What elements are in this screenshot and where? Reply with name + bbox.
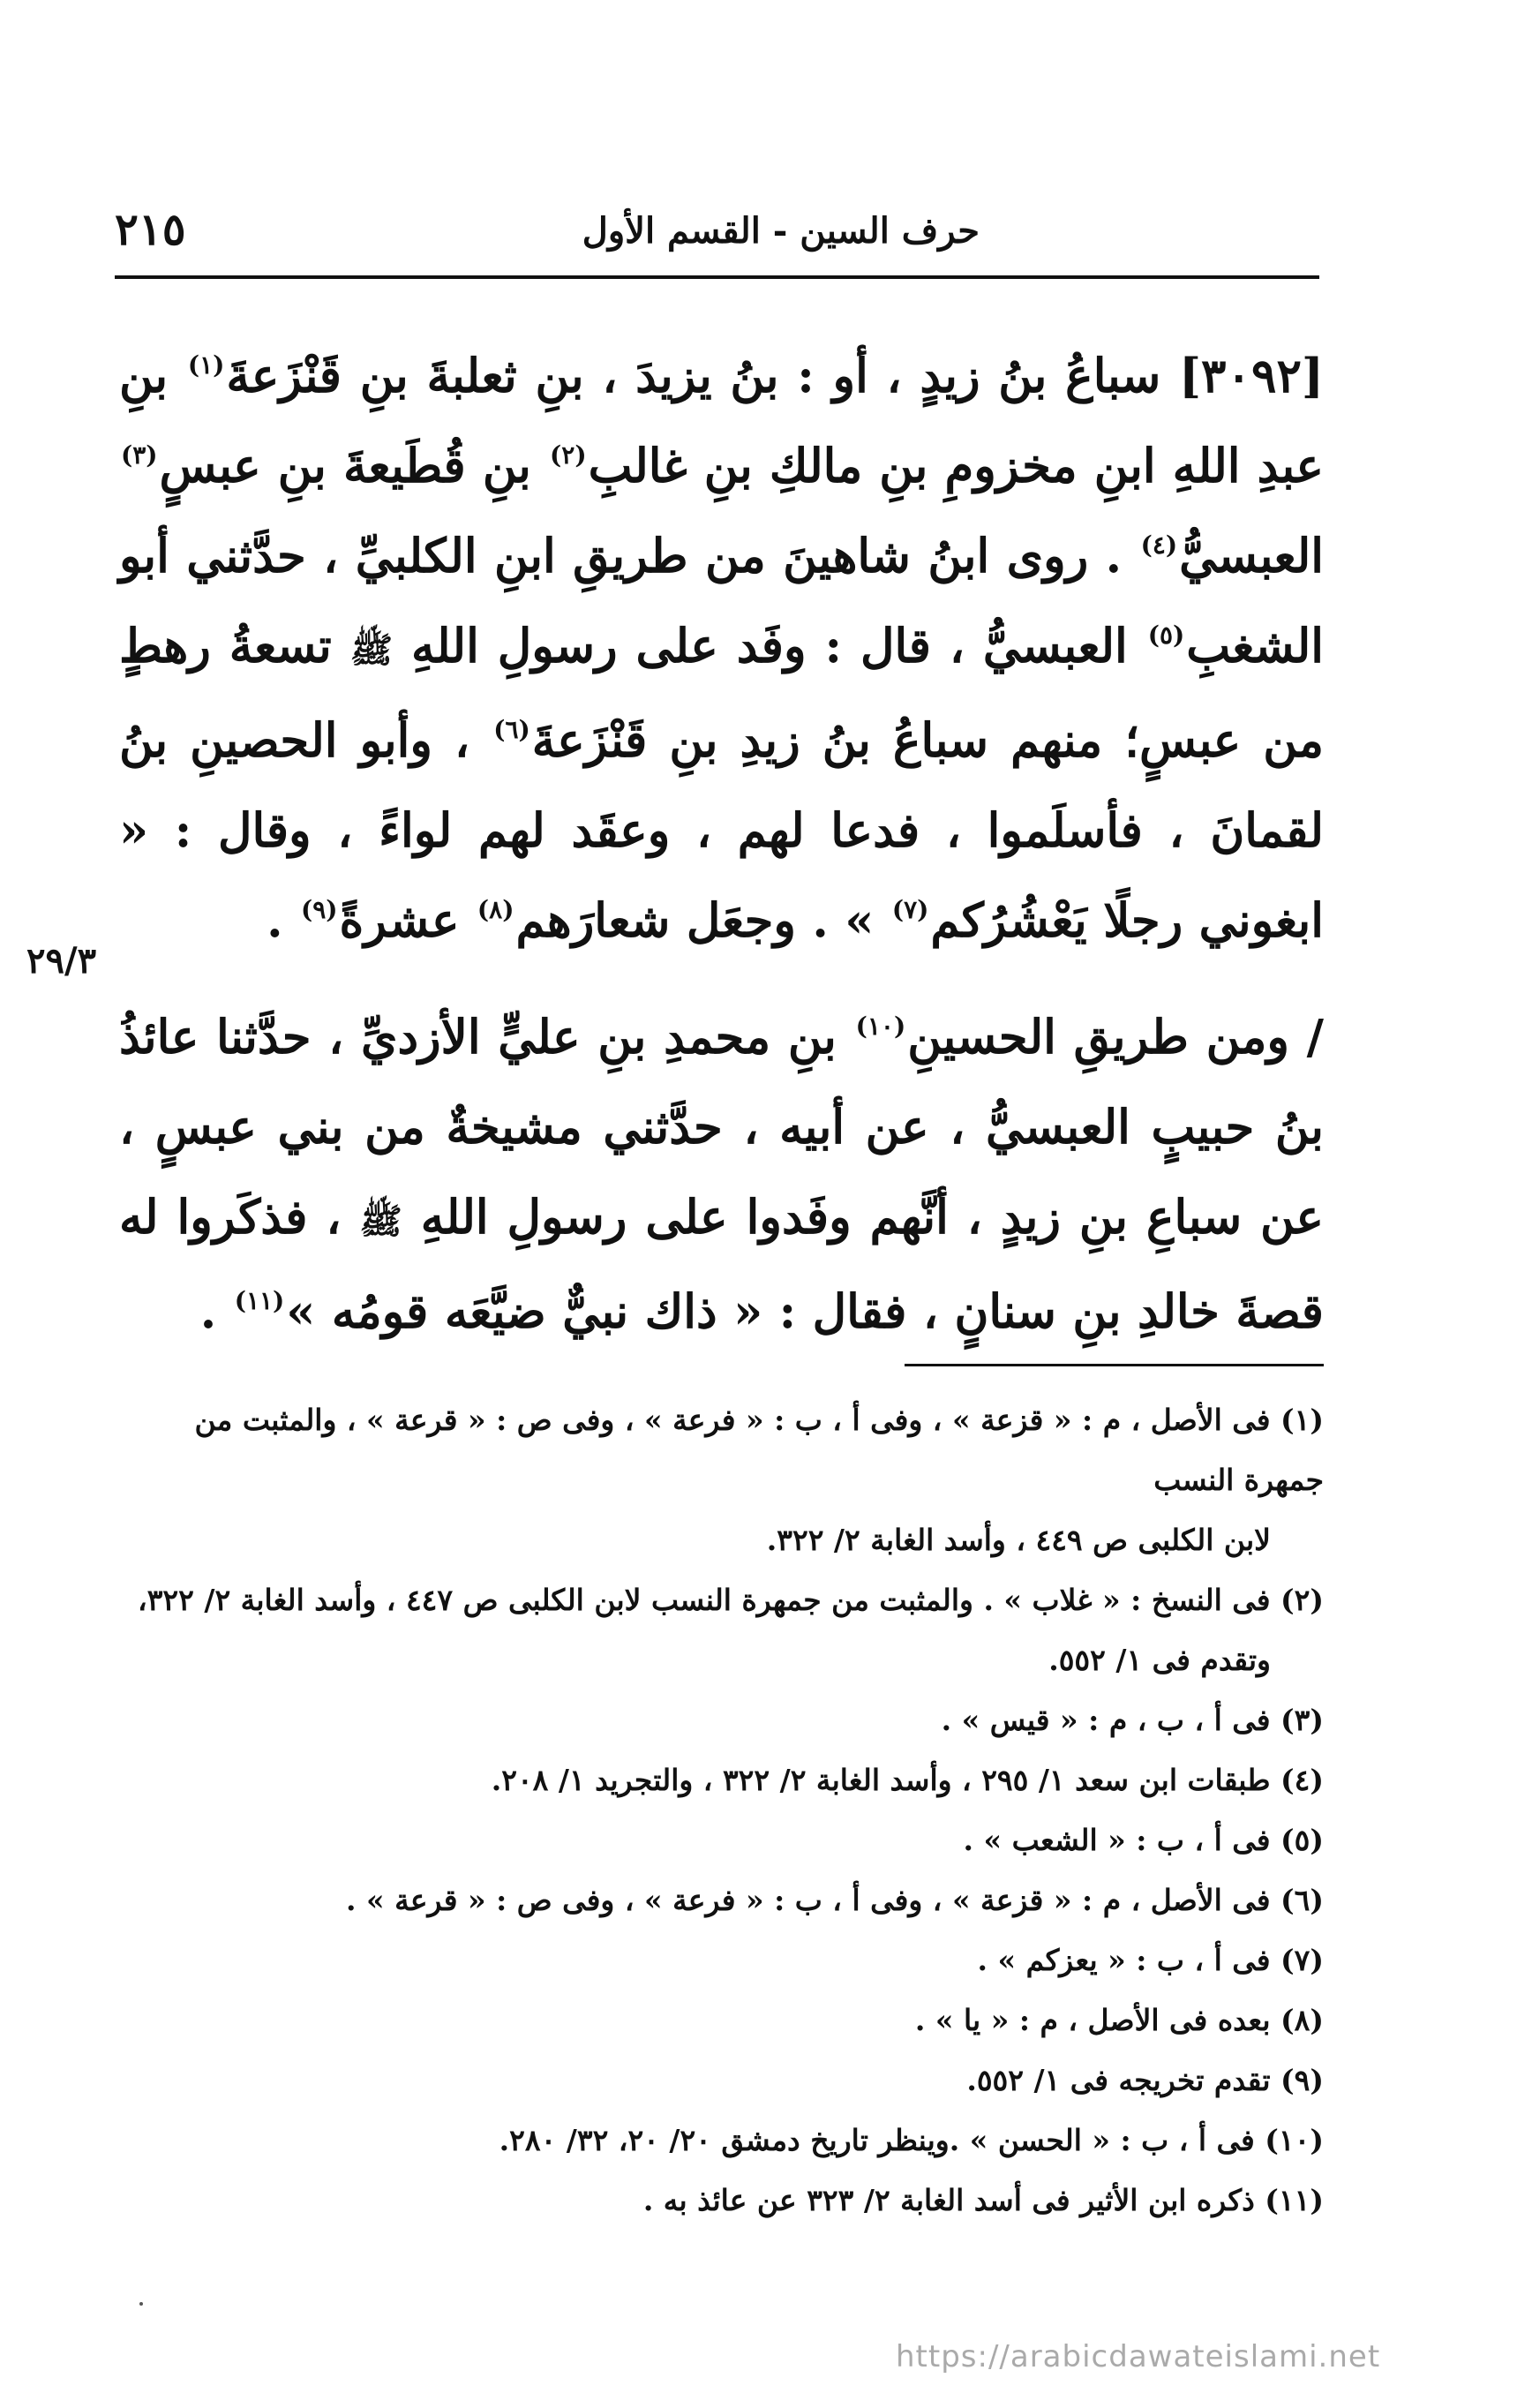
footnote-5: (٥) فى أ ، ب : « الشعب » . <box>963 1823 1324 1857</box>
footnote-4: (٤) طبقات ابن سعد ١/ ٢٩٥ ، وأسد الغابة ٢/ ٣٢٢ ، والتجريد ١/ ٢٠٨. <box>491 1763 1324 1797</box>
footnote-separator <box>905 1364 1324 1366</box>
salutation-glyph: ﷺ <box>349 629 394 671</box>
page-header <box>115 203 1319 263</box>
footnote-mark-1: (١) <box>187 350 225 380</box>
paragraph-1 <box>119 331 1324 966</box>
text-segment: سباعُ بنُ زيدٍ ، أو : بنُ يزيدَ ، بنِ ثعلبةَ بنِ قَنْزَعةَ <box>226 349 1161 403</box>
text-segment: بنِ عبدِ اللهِ ابنِ مخزومِ بنِ مالكِ بنِ غالبِ <box>119 349 1325 493</box>
salutation-glyph: ﷺ <box>359 1200 402 1242</box>
footnote-mark-11: (١١) <box>234 1286 285 1315</box>
text-segment: . روى ابنُ شاهينَ من طريقِ ابنِ الكلبيِّ ، حدَّثني أبو الشغبِ <box>119 529 1324 673</box>
margin-reference: ٢٩/٣ <box>26 940 97 982</box>
footnote-6: (٦) فى الأصل ، م : « قزعة » ، وفى أ ، ب : « فرعة » ، وفى ص : « قرعة » . <box>346 1883 1324 1917</box>
text-segment: . <box>267 893 283 948</box>
footnote-1: (١) فى الأصل ، م : « قزعة » ، وفى أ ، ب : « فرعة » ، وفى ص : « قرعة » ، والمثبت من جمهرة النسب <box>194 1403 1324 1497</box>
text-segment: العبسيُّ <box>1179 529 1325 583</box>
footnote-mark-7: (٧) <box>891 895 929 924</box>
footnote-8: (٨) بعده فى الأصل ، م : « يا » . <box>914 2003 1324 2037</box>
footnotes <box>119 1390 1324 2231</box>
footnote-mark-8: (٨) <box>477 895 514 924</box>
text-segment: ، وأبو الحصينِ بنُ لقمانَ ، فأسلَموا ، فدعا لهم ، وعقَد لهم لواءً ، وقال : « ابغوني رجلًا يَعْشُرُكم <box>119 713 1324 948</box>
footnote-3: (٣) فى أ ، ب ، م : « قيس » . <box>941 1703 1324 1737</box>
main-text <box>119 331 1324 1357</box>
text-segment: بنِ قُطَيعةَ بنِ عبسٍ <box>159 439 531 493</box>
running-title: حرف السين - القسم الأول <box>582 210 980 252</box>
watermark-url: https://arabicdawateislami.net <box>896 2339 1381 2374</box>
footnote-mark-2: (٢) <box>550 440 587 470</box>
footnote-mark-5: (٥) <box>1147 621 1185 650</box>
text-segment: ، فذكَروا له قصةَ خالدِ بنِ سنانٍ ، فقال : « ذاك نبيٌّ ضيَّعَه قومُه » <box>119 1190 1324 1339</box>
footnote-10: (١٠) فى أ ، ب : « الحسن » .وينظر تاريخ دمشق ٢٠/ ٢٠، ٣٢/ ٢٨٠. <box>499 2123 1324 2157</box>
entry-number: [٣٠٩٢] <box>1178 349 1324 403</box>
page-number: ٢١٥ <box>115 203 186 255</box>
footnote-7: (٧) فى أ ، ب : « يعزكم » . <box>977 1943 1324 1977</box>
footnote-11: (١١) ذكره ابن الأثير فى أسد الغابة ٢/ ٣٢٣ عن عائذ به . <box>642 2183 1324 2217</box>
text-segment: . <box>199 1284 217 1339</box>
footnote-mark-9: (٩) <box>301 895 338 924</box>
text-segment: عشرةً <box>339 893 460 948</box>
footnote-2: (٢) فى النسخ : « غلاب » . والمثبت من جمهرة النسب لابن الكلبى ص ٤٤٧ ، وأسد الغابة ٢/ ٣٢٢، <box>138 1583 1324 1617</box>
footnote-9: (٩) تقدم تخريجه فى ١/ ٥٥٢. <box>966 2063 1324 2097</box>
text-segment: بنِ محمدِ بنِ عليٍّ الأزديِّ ، حدَّثنا عائذُ بنُ حبيبٍ العبسيُّ ، عن أبيه ، حدَّثني مشيخةٌ من بني عبسٍ ، عن سباعِ بنِ زيدٍ ، أنَّهم وفَدوا على رسولِ اللهِ <box>119 1010 1325 1245</box>
footnote-1-continued: لابن الكلبى ص ٤٤٩ ، وأسد الغابة ٢/ ٣٢٢. <box>766 1523 1271 1557</box>
footnote-mark-6: (٦) <box>493 715 530 744</box>
scan-speck <box>139 2302 143 2306</box>
paragraph-2 <box>119 992 1324 1357</box>
text-segment: العبسيُّ ، قال : وفَد على رسولِ اللهِ <box>410 619 1128 673</box>
text-segment: / ومن طريقِ الحسينِ <box>907 1010 1324 1065</box>
footnote-mark-3: (٣) <box>121 440 158 470</box>
footnote-2-continued: وتقدم فى ١/ ٥٥٢. <box>1048 1643 1271 1677</box>
text-segment: » . وجعَل شعارَهم <box>515 893 875 948</box>
header-rule <box>115 275 1319 279</box>
footnote-mark-10: (١٠) <box>855 1012 906 1041</box>
footnote-mark-4: (٤) <box>1140 531 1178 560</box>
text-segment: تسعةُ رهطٍ من عبسٍ؛ منهم سباعُ بنُ زيدِ بنِ قَنْزَعةَ <box>119 619 1324 768</box>
